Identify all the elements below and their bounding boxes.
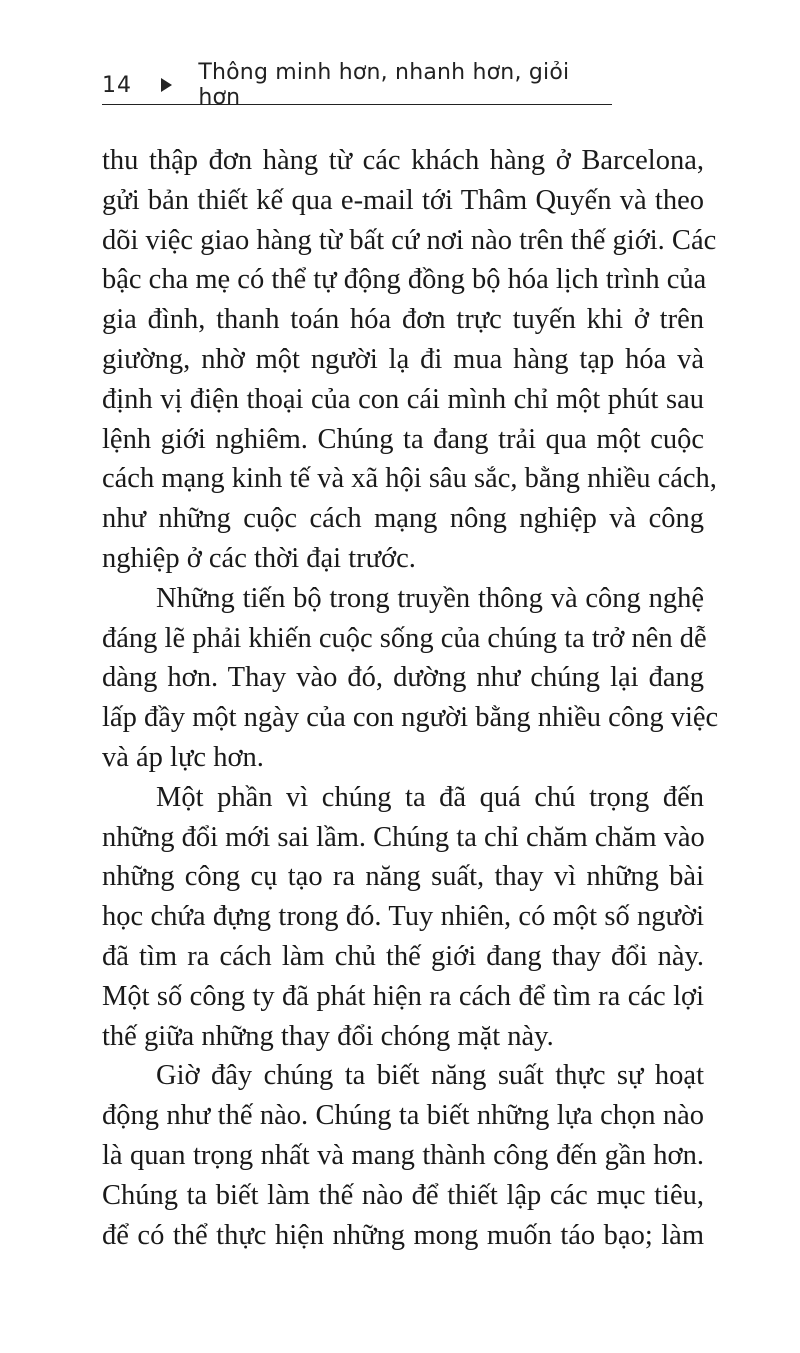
right-triangle-icon bbox=[161, 78, 172, 92]
text-line: thế giữa những thay đổi chóng mặt này. bbox=[102, 1020, 554, 1052]
text-line: động như thế nào. Chúng ta biết những lựa chọn nào bbox=[102, 1100, 704, 1132]
text-line: Một số công ty đã phát hiện ra cách để tìm ra các lợi bbox=[102, 980, 704, 1012]
text-line: dõi việc giao hàng từ bất cứ nơi nào trên thế giới. Các bbox=[102, 224, 717, 256]
text-line: Chúng ta biết làm thế nào để thiết lập các mục tiêu, bbox=[102, 1179, 704, 1211]
text-line: như những cuộc cách mạng nông nghiệp và công bbox=[102, 503, 704, 535]
text-line: những công cụ tạo ra năng suất, thay vì những bài bbox=[102, 861, 704, 893]
text-line: học chứa đựng trong đó. Tuy nhiên, có một số người bbox=[102, 901, 704, 933]
text-line: bậc cha mẹ có thể tự động đồng bộ hóa lịch trình của bbox=[102, 264, 707, 296]
book-title: Thông minh hơn, nhanh hơn, giỏi hơn bbox=[198, 60, 570, 110]
text-line: Những tiến bộ trong truyền thông và công nghệ bbox=[156, 582, 704, 614]
text-line: và áp lực hơn. bbox=[102, 741, 264, 773]
text-line: lệnh giới nghiêm. Chúng ta đang trải qua một cuộc bbox=[102, 423, 704, 455]
text-line: gửi bản thiết kế qua e-mail tới Thâm Quyến và theo bbox=[102, 184, 704, 216]
text-line: dàng hơn. Thay vào đó, dường như chúng lại đang bbox=[102, 662, 704, 694]
text-line: đáng lẽ phải khiến cuộc sống của chúng ta trở nên dễ bbox=[102, 622, 707, 654]
text-line: thu thập đơn hàng từ các khách hàng ở Barcelona, bbox=[102, 145, 704, 176]
text-line: Giờ đây chúng ta biết năng suất thực sự hoạt bbox=[156, 1060, 704, 1092]
paragraph bbox=[102, 1056, 704, 1255]
text-line: để có thể thực hiện những mong muốn táo bạo; làm bbox=[102, 1219, 704, 1251]
page-number: 14 bbox=[102, 72, 132, 98]
text-line: đã tìm ra cách làm chủ thế giới đang thay đổi này. bbox=[102, 940, 704, 972]
text-line: Một phần vì chúng ta đã quá chú trọng đến bbox=[156, 781, 704, 813]
text-line: nghiệp ở các thời đại trước. bbox=[102, 542, 416, 574]
running-header bbox=[102, 60, 612, 110]
text-line: giường, nhờ một người lạ đi mua hàng tạp hóa và bbox=[102, 343, 704, 375]
text-line: những đổi mới sai lầm. Chúng ta chỉ chăm chăm vào bbox=[102, 821, 705, 853]
text-line: là quan trọng nhất và mang thành công đến gần hơn. bbox=[102, 1139, 704, 1171]
text-line: lấp đầy một ngày của con người bằng nhiều công việc bbox=[102, 702, 719, 734]
text-line: gia đình, thanh toán hóa đơn trực tuyến khi ở trên bbox=[102, 304, 704, 336]
paragraph bbox=[102, 579, 719, 778]
paragraph bbox=[102, 778, 704, 1057]
paragraph bbox=[102, 141, 717, 579]
text-line: định vị điện thoại của con cái mình chỉ một phút sau bbox=[102, 383, 704, 415]
body-text bbox=[102, 141, 719, 1255]
text-line: cách mạng kinh tế và xã hội sâu sắc, bằng nhiều cách, bbox=[102, 463, 717, 495]
